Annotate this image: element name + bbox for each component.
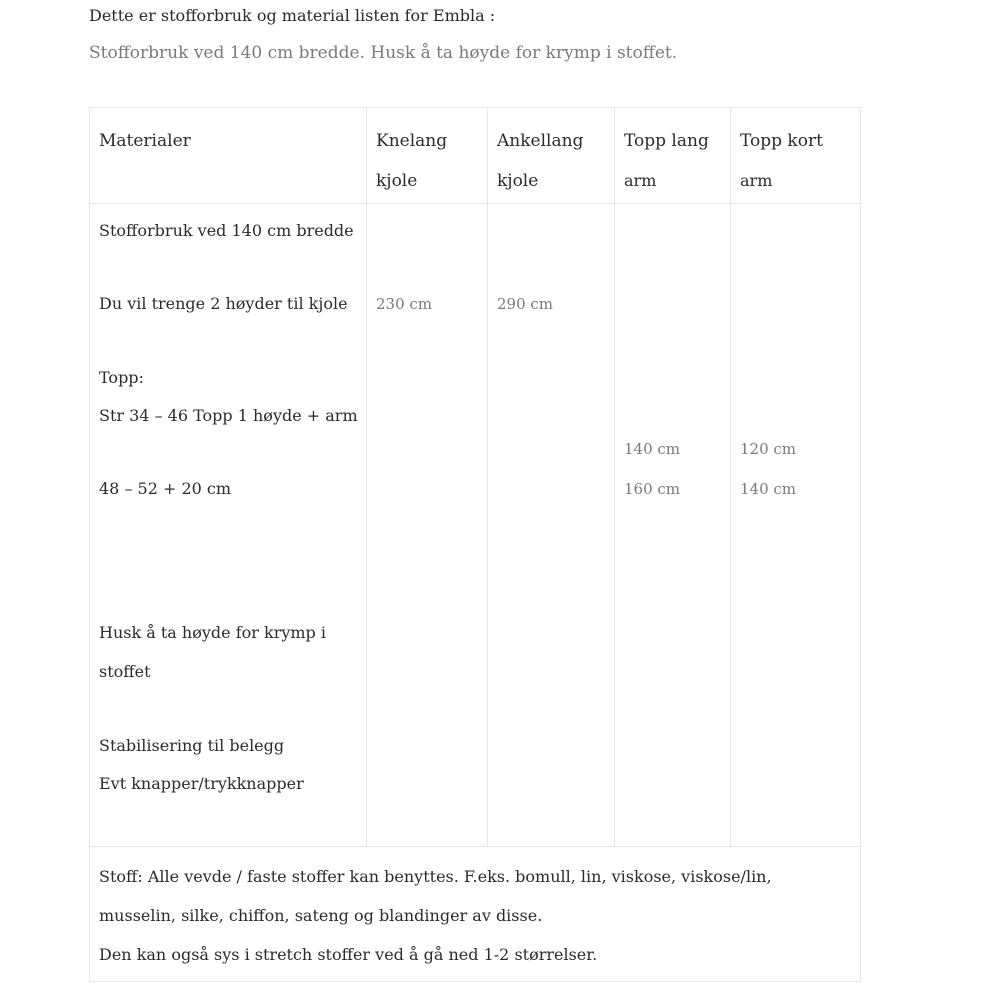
ankellang-value: 290 cm — [497, 295, 554, 313]
header-materialer-label: Materialer — [99, 131, 191, 151]
header-topp-kort-line1: Topp kort — [740, 131, 823, 151]
topp-kort-cell — [731, 204, 861, 847]
material-line-8: Stabilisering til belegg — [99, 736, 285, 755]
topp-lang-value-2: 160 cm — [624, 480, 681, 498]
header-topp-lang-line1: Topp lang — [624, 131, 709, 151]
intro-subtitle: Stofforbruk ved 140 cm bredde. Husk å ta høyde for krymp i stoffet. — [89, 43, 678, 63]
fabric-note-line-2: musselin, silke, chiffon, sateng og blandinger av disse. — [99, 906, 543, 925]
topp-kort-value-1: 120 cm — [740, 440, 797, 458]
header-knelang — [367, 108, 488, 204]
header-knelang-line1: Knelang — [376, 131, 448, 151]
material-line-7: stoffet — [99, 662, 151, 681]
fabric-note-cell — [90, 847, 861, 982]
header-ankellang-line2: kjole — [497, 171, 539, 191]
material-line-2: Du vil trenge 2 høyder til kjole — [99, 294, 348, 313]
material-line-1: Stofforbruk ved 140 cm bredde — [99, 221, 354, 240]
material-line-4: Str 34 – 46 Topp 1 høyde + arm — [99, 406, 358, 425]
topp-kort-value-2: 140 cm — [740, 480, 797, 498]
material-line-9: Evt knapper/trykknapper — [99, 774, 304, 793]
table-header-row — [90, 108, 861, 204]
materials-table — [89, 107, 861, 982]
materials-cell — [90, 204, 367, 847]
header-topp-lang — [615, 108, 731, 204]
header-knelang-line2: kjole — [376, 171, 418, 191]
table-body-row — [90, 204, 861, 847]
header-topp-kort-line2: arm — [740, 171, 773, 190]
material-line-6: Husk å ta høyde for krymp i — [99, 623, 326, 642]
material-line-5: 48 – 52 + 20 cm — [99, 479, 232, 498]
knelang-value: 230 cm — [376, 295, 433, 313]
ankellang-cell — [488, 204, 615, 847]
fabric-note-line-3: Den kan også sys i stretch stoffer ved å gå ned 1-2 størrelser. — [99, 945, 598, 964]
header-ankellang-line1: Ankellang — [497, 131, 584, 151]
fabric-note-line-1: Stoff: Alle vevde / faste stoffer kan benyttes. F.eks. bomull, lin, viskose, viskose/lin, — [99, 867, 772, 886]
header-materialer — [90, 108, 367, 204]
topp-lang-value-1: 140 cm — [624, 440, 681, 458]
material-line-3: Topp: — [99, 368, 144, 387]
header-topp-kort — [731, 108, 861, 204]
header-topp-lang-line2: arm — [624, 171, 657, 190]
topp-lang-cell — [615, 204, 731, 847]
knelang-cell — [367, 204, 488, 847]
intro-title: Dette er stofforbruk og material listen for Embla : — [89, 6, 496, 25]
table-footer-row — [90, 847, 861, 982]
header-ankellang — [488, 108, 615, 204]
